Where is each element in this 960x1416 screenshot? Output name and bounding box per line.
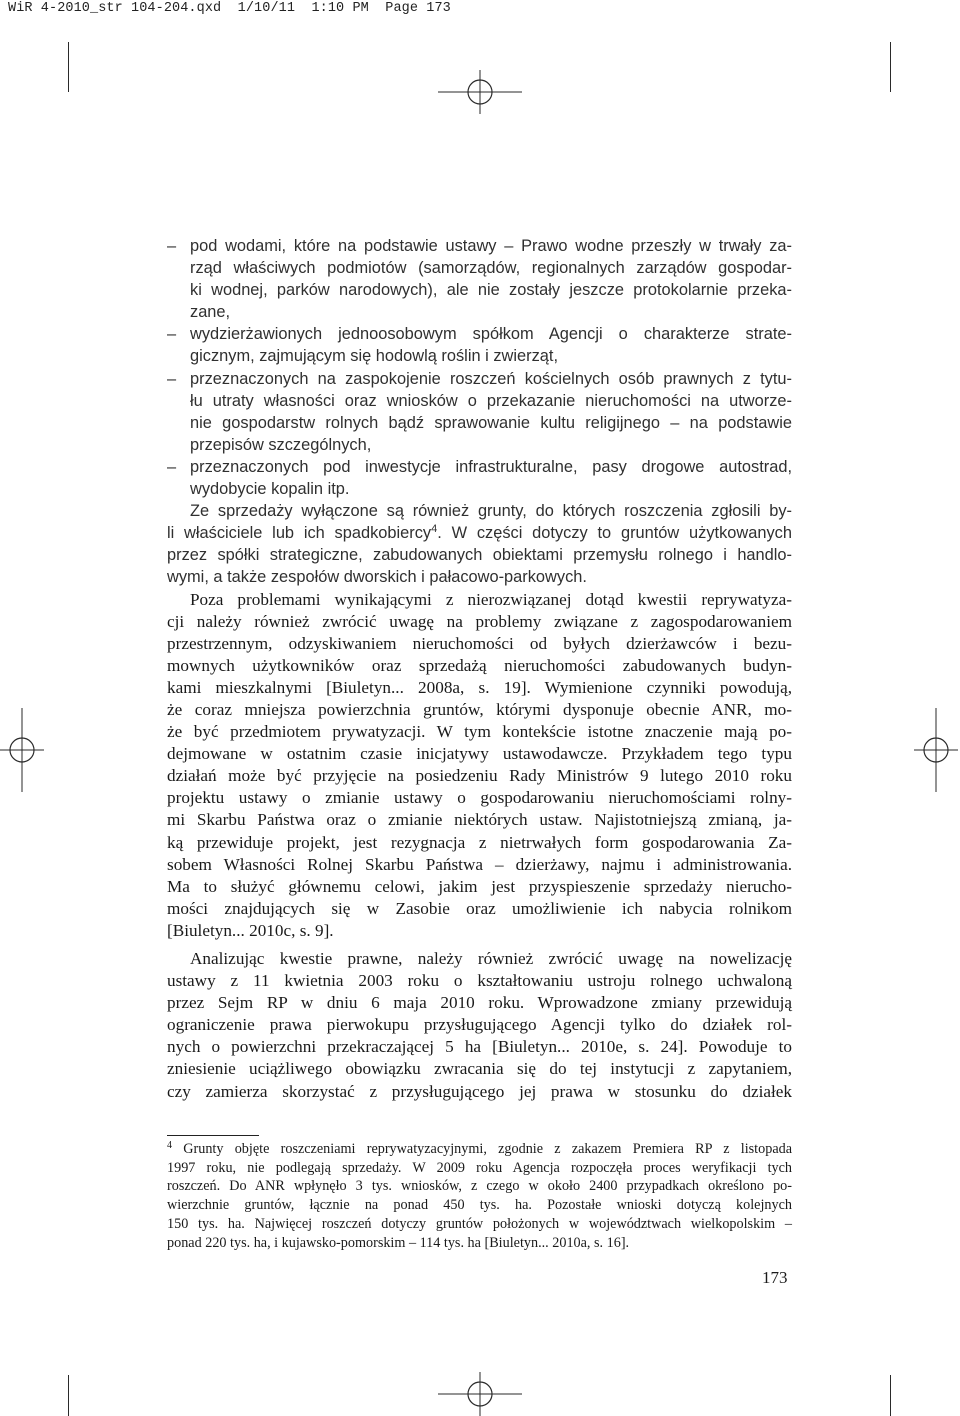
text-line: projektu ustawy o zmianie ustawy o gospodarowaniu nieruchomościami rolny-	[167, 788, 792, 808]
text-line: rząd właściwych podmiotów (samorządów, regionalnych zarządów gospodar-	[190, 259, 792, 278]
text-line: ustawy z 11 kwietnia 2003 roku o kształtowaniu ustroju rolnego uchwaloną	[167, 971, 792, 991]
footnote	[167, 1140, 792, 1252]
text-line: wymi, a także zespołów dworskich i pałacowo-parkowych.	[167, 568, 587, 587]
registration-mark-bottom-icon	[438, 1372, 522, 1416]
page-body	[167, 235, 792, 1103]
text-line: nych o powierzchni przekraczającej 5 ha [Biuletyn... 2010e, s. 24]. Powoduje to	[167, 1037, 792, 1057]
text-line: że coraz mniejsza powierzchnia gruntów, którymi dysponuje obecnie ANR, mo-	[167, 699, 792, 719]
paragraph	[167, 589, 792, 943]
text-line: że być przedmiotem prywatyzacji. W tym kontekście istotne znaczenie mają po-	[167, 722, 792, 742]
text-line: kami mieszkalnymi [Biuletyn... 2008a, s. 19]. Wymienione czynniki powodują,	[167, 677, 792, 697]
text-line: [Biuletyn... 2010c, s. 9].	[167, 920, 334, 940]
text-line: mości znajdujących się w Zasobie oraz umożliwienie ich nabycia rolnikom	[167, 898, 792, 918]
bullet-dash: –	[167, 369, 177, 388]
text-line	[167, 522, 792, 544]
text-line: pod wodami, które na podstawie ustawy – Prawo wodne przeszły w trwały za-	[190, 237, 792, 255]
page-number: 173	[762, 1268, 788, 1287]
text-line: ki wodnej, parków narodowych), ale nie zostały jeszcze protokolarnie przeka-	[190, 281, 792, 300]
text-line: mownych użytkowników oraz sprzedażą nieruchomości zabudowanych budyn-	[167, 655, 792, 675]
registration-mark-left-icon	[0, 708, 44, 792]
text-line: wydobycie kopalin itp.	[190, 480, 350, 499]
text-line: czy zamierza skorzystać z przysługującego jej prawa w stosunku do działek	[167, 1081, 792, 1101]
bullet-dash: –	[167, 457, 177, 476]
text-line: przepisów szczególnych,	[190, 435, 372, 454]
text-line: zniesienie uciążliwego obowiązku zwracania się do tej instytucji z zapytaniem,	[167, 1059, 792, 1079]
footnote-rule	[167, 1135, 259, 1136]
crop-mark-right-top	[890, 42, 891, 92]
text-line	[167, 1140, 792, 1159]
text-run: Grunty objęte roszczeniami reprywatyzacyjnymi, zgodnie z zakazem Premiera RP z listopada	[183, 1141, 793, 1157]
text-line: działań może być przyjęcie na posiedzeniu Rady Ministrów 9 lutego 2010 roku	[167, 766, 792, 786]
bullet-item	[167, 368, 792, 456]
text-run: . W części dotyczy to gruntów użytkowanych	[437, 524, 792, 543]
text-line: roszczeń. Do ANR wpłynęło 3 tys. wniosków, z czego w około 2400 przypadkach określono po-	[167, 1178, 792, 1195]
registration-mark-top-icon	[438, 70, 522, 114]
crop-mark-right-bottom	[890, 1375, 891, 1416]
text-line: przeznaczonych pod inwestycje infrastrukturalne, pasy drogowe autostrad,	[190, 457, 792, 476]
bullet-item	[167, 235, 792, 323]
text-line: ponad 220 tys. ha, i kujawsko-pomorskim – 114 tys. ha [Biuletyn... 2010a, s. 16].	[167, 1234, 630, 1251]
paragraph	[167, 500, 792, 588]
bullet-dash: –	[167, 237, 177, 255]
text-line: zane,	[190, 303, 231, 322]
text-line: Analizując kwestie prawne, należy również zwrócić uwagę na nowelizację	[190, 949, 792, 968]
text-line: 150 tys. ha. Najwięcej roszczeń dotyczy gruntów położonych w województwach wielkopolskim –	[167, 1215, 792, 1232]
text-line: ograniczenie prawa pierwokupu przysługującego Agencji tylko do działek rol-	[167, 1015, 792, 1035]
text-line: Poza problemami wynikającymi z nierozwiązanej dotąd kwestii reprywatyza-	[190, 589, 792, 609]
text-line: przeznaczonych na zaspokojenie roszczeń kościelnych osób prawnych z tytu-	[190, 369, 792, 388]
text-line: Ma to służyć głównemu celowi, jakim jest przyspieszenie sprzedaży nierucho-	[167, 876, 792, 896]
text-run: li właściciele lub ich spadkobiercy	[167, 524, 432, 543]
registration-mark-right-icon	[914, 708, 958, 792]
bullet-dash: –	[167, 325, 177, 344]
text-line: dejmowane w ostatnim czasie inicjatywy ustawodawcze. Przykładem tego typu	[167, 744, 792, 764]
text-line: gicznym, zajmującym się hodowlą roślin i zwierząt,	[190, 347, 558, 366]
text-line: Ze sprzedaży wyłączone są również grunty, do których roszczenia zgłosili by-	[190, 502, 792, 521]
text-line: ką przewiduje projekt, jest rezygnacja z nietrwałych form gospodarowania Za-	[167, 832, 792, 852]
crop-mark-left-bottom	[68, 1375, 69, 1416]
text-line: 1997 roku, nie podlegają sprzedaży. W 2009 roku Agencja rozpoczęła proces weryfikacji tych	[167, 1159, 792, 1176]
footnote-marker: 4	[167, 1140, 172, 1151]
text-line: wierzchnie gruntów, łącznie na ponad 450 tys. ha. Pozostałe wnioski dotyczą kolejnych	[167, 1197, 792, 1214]
crop-mark-left-top	[68, 42, 69, 92]
text-line: sobem Własności Rolnej Skarbu Państwa – dzierżawy, najmu i administrowania.	[167, 854, 792, 874]
text-line: przez Sejm RP w dniu 6 maja 2010 roku. Wprowadzone zmiany przewidują	[167, 993, 792, 1013]
text-line: wydzierżawionych jednoosobowym spółkom Agencji o charakterze strate-	[190, 325, 792, 344]
text-line: przez spółki strategiczne, zabudowanych obiektami przemysłu rolnego i handlo-	[167, 546, 792, 565]
text-line: łu utraty własności oraz wniosków o przekazanie nieruchomości na utworze-	[190, 391, 792, 410]
paragraph	[167, 948, 792, 1103]
document-slug: WiR 4-2010_str 104-204.qxd 1/10/11 1:10 PM Page 173	[8, 1, 451, 16]
text-line: mi Skarbu Państwa oraz o zmianie niektórych ustaw. Najistotniejszą zmianą, ja-	[167, 810, 792, 830]
bullet-item	[167, 456, 792, 500]
text-line: cji należy również zwrócić uwagę na problemy związane z zagospodarowaniem	[167, 611, 792, 631]
bullet-item	[167, 323, 792, 367]
text-line: przestrzennym, odzyskiwaniem nieruchomości od byłych dzierżawców i bezu-	[167, 633, 792, 653]
text-line: nie gospodarstw rolnych bądź sprawowanie kultu religijnego – na podstawie	[190, 413, 792, 432]
footnote-reference: 4	[431, 523, 438, 536]
